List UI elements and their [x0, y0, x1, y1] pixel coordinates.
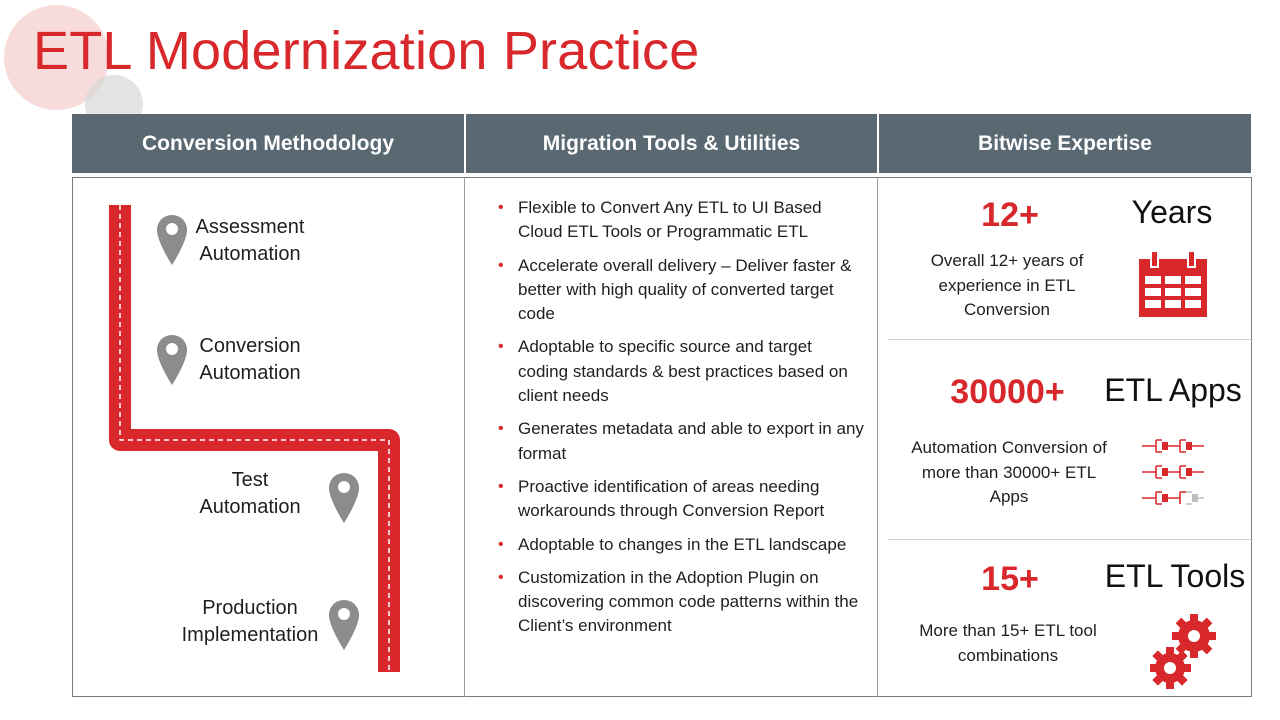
apps-description: Automation Conversion of more than 30000+ ETL Apps: [911, 438, 1107, 506]
row-divider: [888, 339, 1253, 340]
tools-number: 15+: [981, 560, 1039, 598]
years-number: 12+: [981, 196, 1039, 234]
column-divider: [877, 177, 878, 697]
stage-label: Implementation: [181, 624, 319, 646]
stage-conversion: [180, 333, 320, 387]
stage-test: [180, 467, 320, 521]
workflow-icon: [1140, 434, 1208, 512]
location-pin-icon: [328, 472, 360, 524]
bullet-item: • Customization in the Adoption Plugin on discovering common code patterns within the Client’s environment: [496, 566, 866, 639]
stage-production: [165, 595, 335, 649]
years-description: Overall 12+ years of experience in ETL Conversion: [930, 251, 1084, 319]
gears-icon: [1150, 612, 1220, 692]
header-bitwise-expertise: Bitwise Expertise: [879, 114, 1251, 173]
row-divider: [888, 539, 1253, 540]
bullet-item: • Proactive identification of areas needing workarounds through Conversion Report: [496, 475, 866, 524]
stage-label: Test: [231, 469, 269, 491]
stage-label: Assessment: [195, 216, 305, 238]
bullet-item: • Adoptable to changes in the ETL landscape: [496, 533, 866, 557]
header-conversion-methodology: Conversion Methodology: [72, 114, 464, 173]
bullet-item: • Generates metadata and able to export in any format: [496, 417, 866, 466]
bullet-item: • Flexible to Convert Any ETL to UI Based Cloud ETL Tools or Programmatic ETL: [496, 196, 866, 245]
column-divider: [464, 177, 465, 697]
stage-label: Automation: [199, 496, 301, 518]
tools-unit: ETL Tools: [1104, 558, 1246, 594]
page-title: ETL Modernization Practice: [33, 21, 700, 81]
apps-unit: ETL Apps: [1104, 372, 1242, 408]
calendar-icon: [1138, 250, 1208, 318]
stage-label: Automation: [199, 243, 301, 265]
bullet-item: • Accelerate overall delivery – Deliver faster & better with high quality of converted target code: [496, 254, 866, 327]
tools-description: More than 15+ ETL tool combinations: [919, 621, 1097, 665]
tools-bullet-list: [496, 196, 866, 648]
stage-label: Automation: [199, 362, 301, 384]
stage-assessment: [180, 214, 320, 268]
apps-number: 30000+: [950, 373, 1065, 411]
header-migration-tools: Migration Tools & Utilities: [466, 114, 877, 173]
stage-label: Conversion: [199, 335, 301, 357]
years-unit: Years: [1131, 194, 1213, 230]
bullet-item: • Adoptable to specific source and target coding standards & best practices based on client needs: [496, 335, 866, 408]
stage-label: Production: [202, 597, 298, 619]
